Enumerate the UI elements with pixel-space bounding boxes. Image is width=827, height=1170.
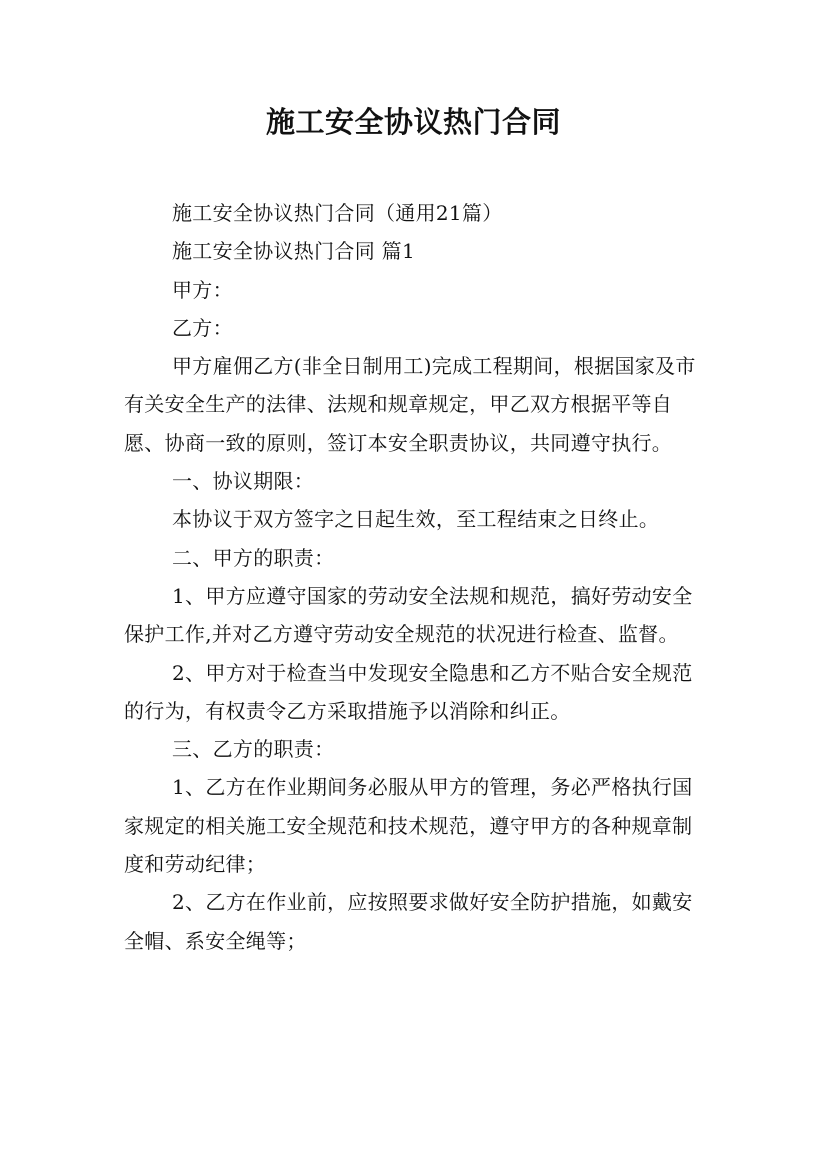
document-body [124,194,709,960]
party-a-duty-2: 2、甲方对于检查当中发现安全隐患和乙方不贴合安全规范的行为，有权责令乙方采取措施予以消除和纠正。 [124,660,693,723]
party-a-duty-1: 1、甲方应遵守国家的劳动安全法规和规范，搞好劳动安全保护工作,并对乙方遵守劳动安全规范的状况进行检查、监督。 [124,583,693,647]
party-b-duty-1: 1、乙方在作业期间务必服从甲方的管理，务必严格执行国家规定的相关施工安全规范和技术规范，遵守甲方的各种规章制度和劳动纪律； [124,775,693,877]
section-heading-party-b-duties: 三、乙方的职责： [172,737,335,762]
paragraph-heading-series: 施工安全协议热门合同（通用21篇） [172,201,503,225]
document-title: 施工安全协议热门合同 [265,105,561,139]
party-b-duty-2: 2、乙方在作业前，应按照要求做好安全防护措施，如戴安全帽、系安全绳等； [124,890,693,953]
party-a-label: 甲方： [172,277,233,302]
intro-paragraph: 甲方雇佣乙方(非全日制用工)完成工程期间，根据国家及市有关安全生产的法律、法规和规章规定，甲乙双方根据平等自愿、协商一致的原则，签订本安全职责协议，共同遵守执行。 [124,354,696,455]
term-paragraph: 本协议于双方签字之日起生效，至工程结束之日终止。 [172,507,660,532]
paragraph-heading-part-1: 施工安全协议热门合同 篇1 [172,239,415,264]
party-b-label: 乙方： [172,315,233,340]
section-heading-term: 一、协议期限： [172,469,315,494]
section-heading-party-a-duties: 二、甲方的职责： [172,545,335,570]
